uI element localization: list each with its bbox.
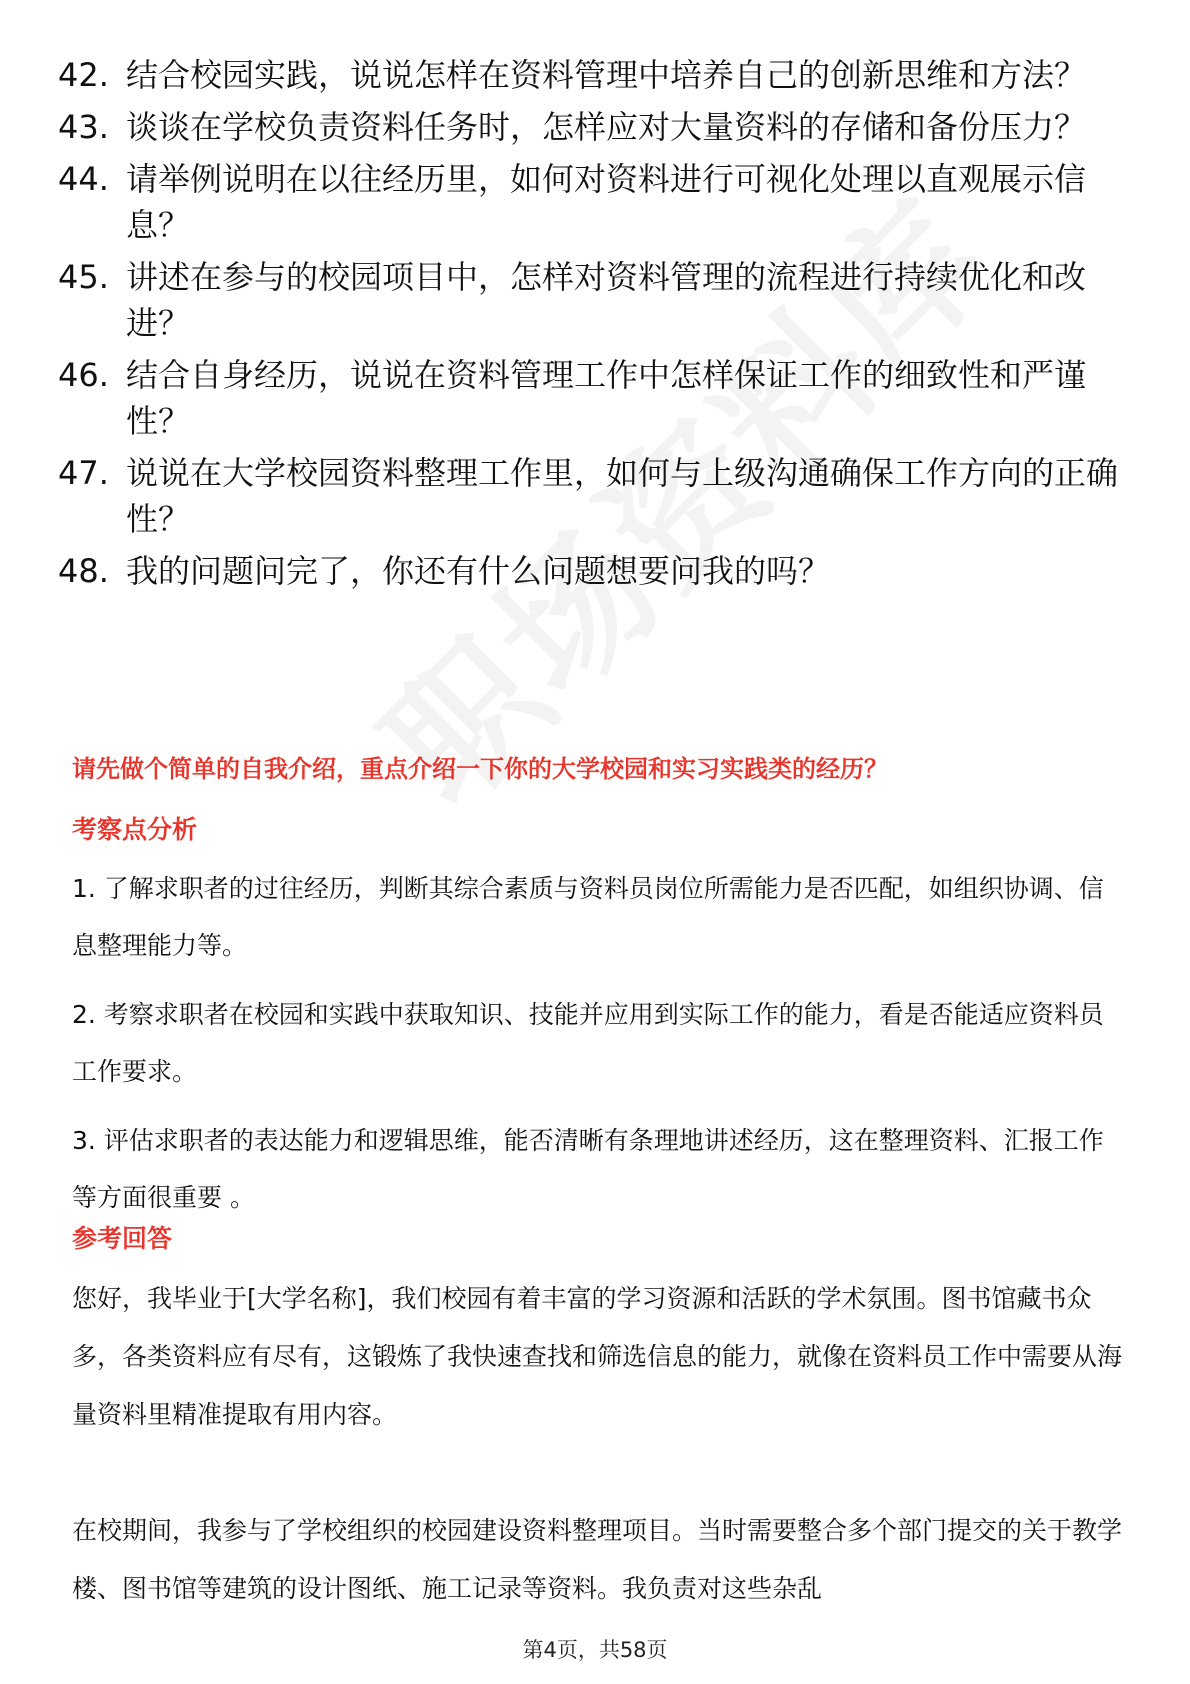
question-item [58,104,1118,150]
analysis-heading: 考察点分析 [72,815,198,844]
question-number: 44. [58,160,109,198]
analysis-point: 1. 了解求职者的过往经历，判断其综合素质与资料员岗位所需能力是否匹配，如组织协调、信息整理能力等。 [72,874,1104,960]
question-text: 结合校园实践，说说怎样在资料管理中培养自己的创新思维和方法？ [126,56,1087,94]
question-text: 结合自身经历，说说在资料管理工作中怎样保证工作的细致性和严谨性？ [126,356,1087,440]
analysis-point: 3. 评估求职者的表达能力和逻辑思维，能否清晰有条理地讲述经历，这在整理资料、汇报工作等方面很重要 。 [72,1126,1104,1212]
answer-paragraph: 在校期间，我参与了学校组织的校园建设资料整理项目。当时需要整合多个部门提交的关于教学楼、图书馆等建筑的设计图纸、施工记录等资料。我负责对这些杂乱 [72,1516,1123,1603]
analysis-points [72,860,1122,1238]
question-number: 48. [58,552,109,590]
question-item [58,156,1118,248]
answer-paragraph: 您好，我毕业于[大学名称]，我们校园有着丰富的学习资源和活跃的学术氛围。图书馆藏书众多，各类资料应有尽有，这锻炼了我快速查找和筛选信息的能力，就像在资料员工作中需要从海量资料里精准提取有用内容。 [72,1284,1123,1429]
question-item [58,450,1118,542]
question-number: 46. [58,356,109,394]
question-text: 讲述在参与的校园项目中，怎样对资料管理的流程进行持续优化和改进？ [126,258,1087,342]
question-item [58,548,1118,594]
analysis-point: 2. 考察求职者在校园和实践中获取知识、技能并应用到实际工作的能力，看是否能适应资料员工作要求。 [72,1000,1104,1086]
answer-body [72,1270,1122,1618]
question-list [58,52,1118,600]
question-number: 43. [58,108,109,146]
page-footer: 第4页，共58页 [522,1638,668,1662]
question-text: 谈谈在学校负责资料任务时，怎样应对大量资料的存储和备份压力？ [126,108,1087,146]
question-text: 我的问题问完了，你还有什么问题想要问我的吗？ [126,552,831,590]
question-number: 42. [58,56,109,94]
question-number: 45. [58,258,109,296]
question-text: 说说在大学校园资料整理工作里，如何与上级沟通确保工作方向的正确性？ [126,454,1119,538]
answer-heading: 参考回答 [72,1224,173,1253]
question-text: 请举例说明在以往经历里，如何对资料进行可视化处理以直观展示信息？ [126,160,1087,244]
featured-question: 请先做个简单的自我介绍，重点介绍一下你的大学校园和实习实践类的经历？ [72,755,888,783]
question-item [58,52,1118,98]
question-number: 47. [58,454,109,492]
question-item [58,254,1118,346]
question-item [58,352,1118,444]
